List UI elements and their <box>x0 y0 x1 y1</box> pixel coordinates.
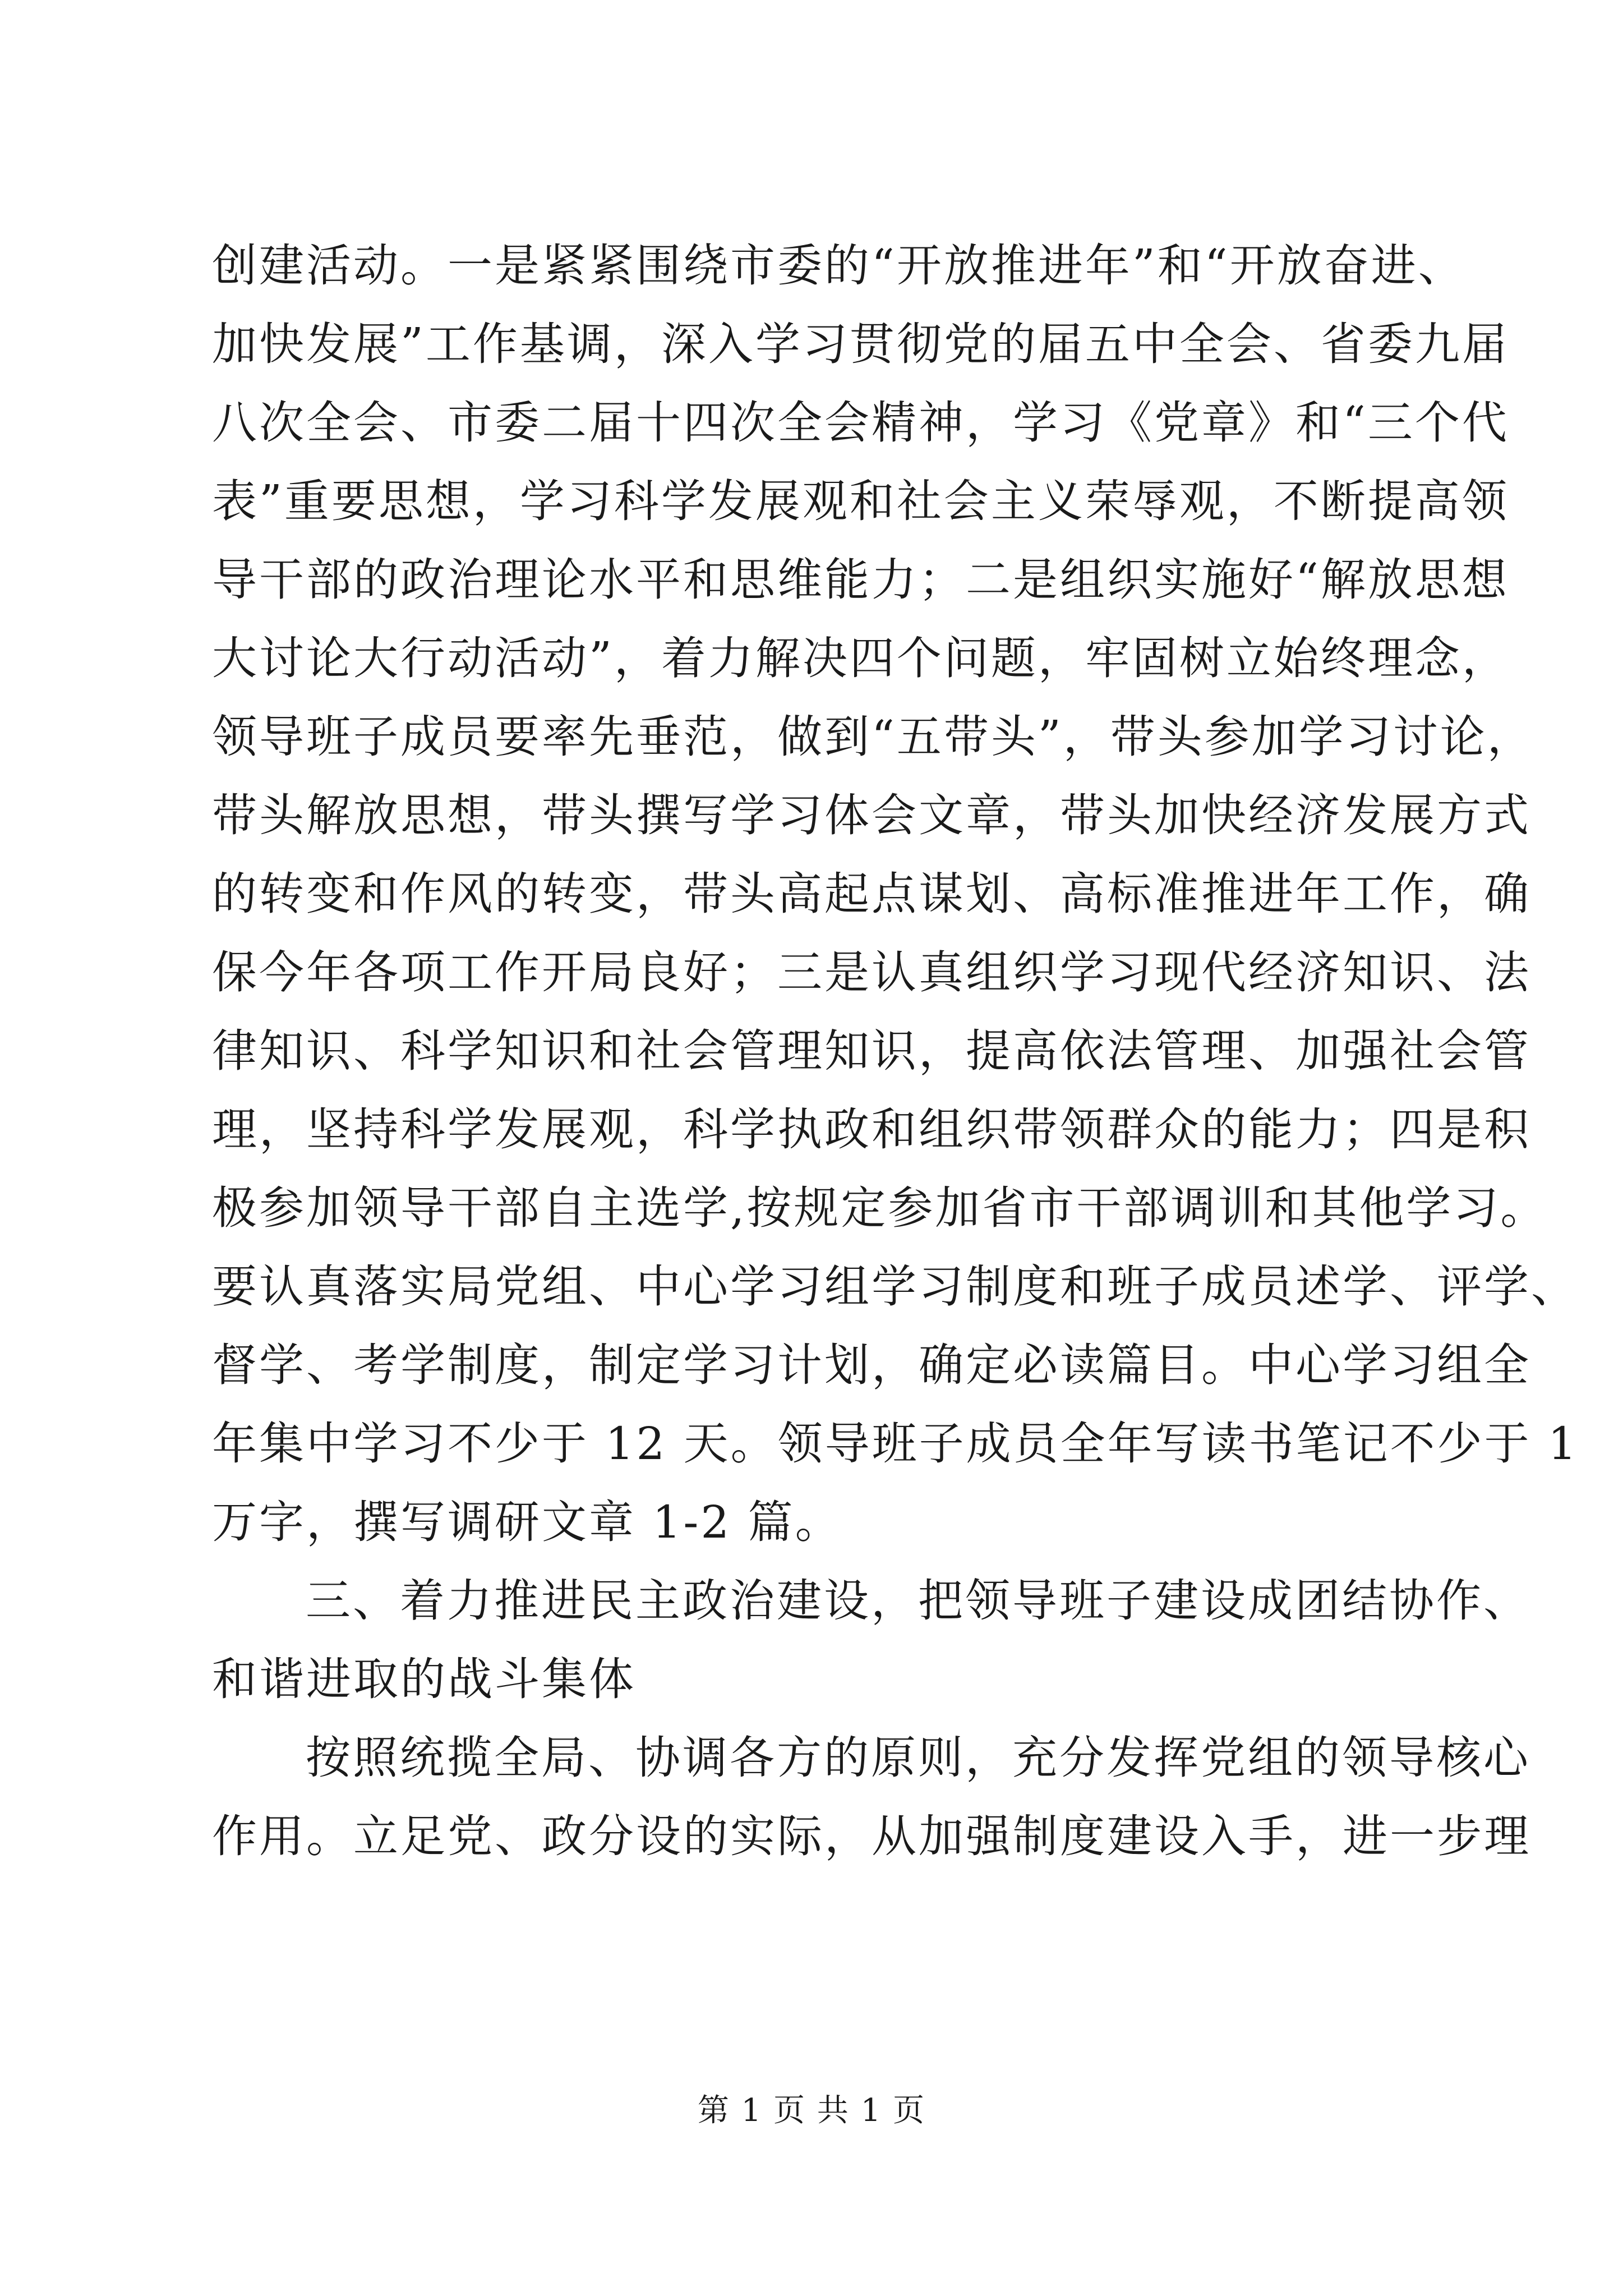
body-text-line: 万字，撰写调研文章 1-2 篇。 <box>212 1496 842 1548</box>
body-text-line: 表”重要思想，学习科学发展观和社会主义荣辱观，不断提高领 <box>212 475 1509 527</box>
body-text-line: 八次全会、市委二届十四次全会精神，学习《党章》和“三个代 <box>212 397 1509 449</box>
body-text-line: 律知识、科学知识和社会管理知识，提高依法管理、加强社会管 <box>212 1025 1531 1077</box>
body-text-line: 作用。立足党、政分设的实际，从加强制度建设入手，进一步理 <box>212 1810 1531 1862</box>
body-text-line: 年集中学习不少于 12 天。领导班子成员全年写读书笔记不少于 1 <box>212 1418 1579 1470</box>
page-number-footer: 第 1 页 共 1 页 <box>697 2092 926 2129</box>
section-heading-line: 和谐进取的战斗集体 <box>212 1653 636 1705</box>
body-text-line: 督学、考学制度，制定学习计划，确定必读篇目。中心学习组全 <box>212 1339 1531 1391</box>
section-heading-line: 三、着力推进民主政治建设，把领导班子建设成团结协作、 <box>306 1575 1530 1627</box>
body-text-line: 要认真落实局党组、中心学习组学习制度和班子成员述学、评学、 <box>212 1260 1578 1313</box>
body-text-line: 领导班子成员要率先垂范，做到“五带头”，带头参加学习讨论， <box>212 711 1534 763</box>
body-text-line: 保今年各项工作开局良好；三是认真组织学习现代经济知识、法 <box>212 946 1531 999</box>
body-text-line: 导干部的政治理论水平和思维能力；二是组织实施好“解放思想 <box>212 554 1509 606</box>
body-text-line: 按照统揽全局、协调各方的原则，充分发挥党组的领导核心 <box>306 1732 1530 1784</box>
body-text-line: 创建活动。一是紧紧围绕市委的“开放推进年”和“开放奋进、 <box>212 240 1465 292</box>
body-text-line: 的转变和作风的转变，带头高起点谋划、高标准推进年工作，确 <box>212 868 1531 920</box>
body-text-line: 极参加领导干部自主选学,按规定参加省市干部调训和其他学习。 <box>212 1182 1548 1234</box>
body-text-line: 加快发展”工作基调，深入学习贯彻党的届五中全会、省委九届 <box>212 318 1509 370</box>
body-text-line: 带头解放思想，带头撰写学习体会文章，带头加快经济发展方式 <box>212 789 1531 841</box>
body-text-line: 大讨论大行动活动”，着力解决四个问题，牢固树立始终理念， <box>212 632 1509 684</box>
body-text-line: 理，坚持科学发展观，科学执政和组织带领群众的能力；四是积 <box>212 1103 1531 1156</box>
